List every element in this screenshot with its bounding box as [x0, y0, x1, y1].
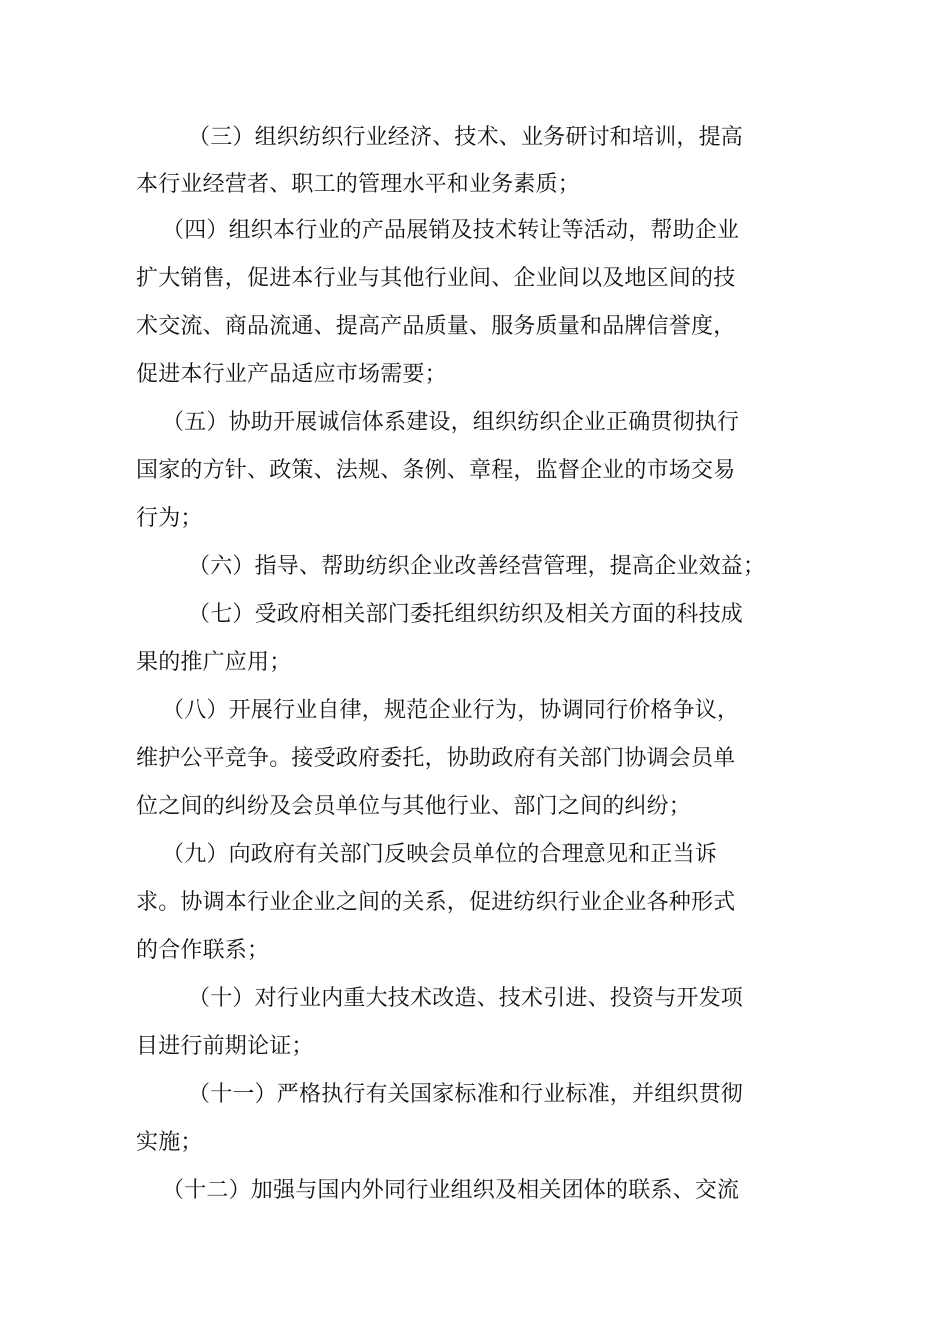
text-line: 本行业经营者、职工的管理水平和业务素质；	[136, 172, 581, 197]
text-line: （十二）加强与国内外同行业组织及相关团体的联系、交流	[162, 1178, 740, 1203]
text-line: （七）受政府相关部门委托组织纺织及相关方面的科技成	[188, 602, 744, 627]
text-line: （十一）严格执行有关国家标准和行业标准，并组织贯彻	[188, 1082, 744, 1107]
text-line: 扩大销售，促进本行业与其他行业间、企业间以及地区间的技	[136, 266, 736, 291]
text-line: （八）开展行业自律，规范企业行为，协调同行价格争议，	[162, 698, 740, 723]
text-line: 促进本行业产品适应市场需要；	[136, 362, 447, 387]
text-line: （四）组织本行业的产品展销及技术转让等活动，帮助企业	[162, 218, 740, 243]
text-line: 国家的方针、政策、法规、条例、章程，监督企业的市场交易	[136, 458, 736, 483]
text-line: （十）对行业内重大技术改造、技术引进、投资与开发项	[188, 986, 744, 1011]
text-line: （三）组织纺织行业经济、技术、业务研讨和培训，提高	[188, 125, 744, 150]
text-line: 求。协调本行业企业之间的关系，促进纺织行业企业各种形式	[136, 890, 736, 915]
text-line: （九）向政府有关部门反映会员单位的合理意见和正当诉	[162, 842, 718, 867]
text-line: 目进行前期论证；	[136, 1034, 314, 1059]
text-line: 术交流、商品流通、提高产品质量、服务质量和品牌信誉度，	[136, 314, 736, 339]
text-line: 维护公平竞争。接受政府委托，协助政府有关部门协调会员单	[136, 746, 736, 771]
text-line: 的合作联系；	[136, 938, 270, 963]
text-line: 实施；	[136, 1130, 203, 1155]
text-line: 行为；	[136, 506, 203, 531]
text-line: 位之间的纠纷及会员单位与其他行业、部门之间的纠纷；	[136, 794, 692, 819]
text-line: （五）协助开展诚信体系建设，组织纺织企业正确贯彻执行	[162, 410, 740, 435]
text-line: 果的推广应用；	[136, 650, 292, 675]
text-line: （六）指导、帮助纺织企业改善经营管理，提高企业效益；	[188, 554, 766, 579]
